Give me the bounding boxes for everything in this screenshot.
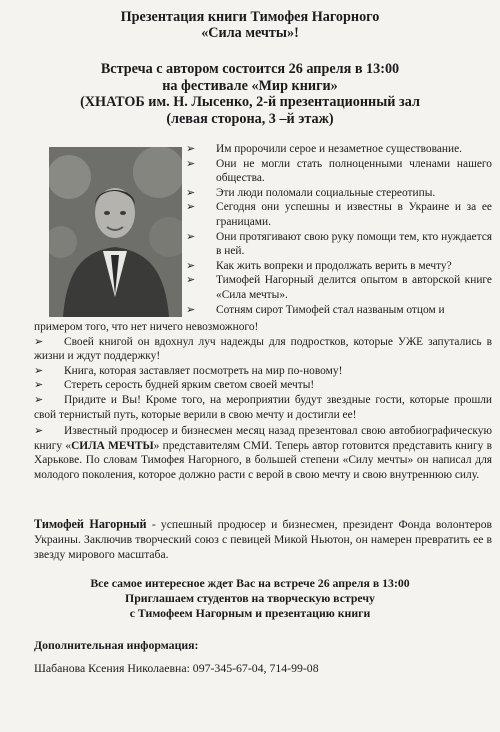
arrow-bullet-icon: ➢ [186,303,196,316]
side-bullet-list [186,142,492,317]
list-item [34,378,492,393]
bullet-text: Как жить вопреки и продолжать верить в мечту? [216,259,452,272]
invite-line-1: Все самое интересное ждет Вас на встрече 26 апреля в 13:00 [90,576,410,590]
bullet-text: Стереть серость будней ярким светом своей мечты! [64,379,315,392]
arrow-bullet-icon: ➢ [186,201,196,214]
list-item [186,186,492,201]
book-title-bold: СИЛА МЕЧТЫ [71,439,154,452]
list-item [34,393,492,422]
bullet-text: Они протягивают свою руку помощи тем, кто нуждается в ней. [216,230,492,258]
list-item [186,142,492,157]
arrow-bullet-icon: ➢ [186,157,196,170]
contact-line: Шабанова Ксения Николаевна: 097-345-67-04, 714-99-08 [34,661,319,675]
meeting-line-4: (левая сторона, 3 –й этаж) [166,111,334,127]
author-name: Тимофей Нагорный [34,517,147,531]
meeting-line-3: (ХНАТОБ им. Н. Лысенко, 2-й презентационный зал [80,94,420,110]
list-item [186,273,492,302]
arrow-bullet-icon: ➢ [186,274,196,287]
invite-line-3: с Тимофеем Нагорным и презентацию книги [129,606,371,620]
bullet-text: Своей книгой он вдохнул луч надежды для подростков, которые УЖЕ запутались в жизни и ждут поддержку! [34,335,492,363]
bullet-text: Известный продюсер и бизнесмен месяц назад презентовал свою автобиографическую книгу « [34,425,492,452]
list-item [34,320,492,335]
list-item [34,364,492,379]
bullet-text: Сегодня они успешны и известны в Украине и за ее границами. [216,201,492,228]
arrow-bullet-icon: ➢ [186,259,196,272]
meeting-line-1: Встреча с автором состоится 26 апреля в 13:00 [100,61,400,77]
extra-info-heading: Дополнительная информация: [34,638,199,652]
title-line-1: Презентация книги Тимофея Нагорного [120,9,380,25]
full-bullet-list [34,320,492,483]
list-item [186,303,492,318]
author-photo [49,147,182,317]
author-photo-illustration [49,147,182,317]
title-line-2: «Сила мечты»! [201,25,299,41]
list-item [186,230,492,259]
list-item [186,157,492,186]
bullet-text: Они не могли стать полноценными членами нашего общества. [216,157,492,185]
meeting-line-2: на фестивале «Мир книги» [162,78,338,94]
author-bio-text: - успешный продюсер и бизнесмен, президент Фонда волонтеров Украины. Заключив творческий союз с певицей Микой Ньютон, он намерен превратить ее в звезду мирового масштаба. [34,518,492,561]
list-item [34,424,492,482]
arrow-bullet-icon: ➢ [34,425,44,438]
arrow-bullet-icon: ➢ [34,335,44,348]
arrow-bullet-icon: ➢ [34,379,44,392]
arrow-bullet-icon: ➢ [186,186,196,199]
bullet-text: примером того, что нет ничего невозможного! [34,321,259,333]
invite-line-2: Приглашаем студентов на творческую встречу [125,591,375,605]
arrow-bullet-icon: ➢ [186,143,196,155]
arrow-bullet-icon: ➢ [186,230,196,243]
arrow-bullet-icon: ➢ [34,364,44,377]
list-item [34,335,492,364]
bullet-text: Сотням сирот Тимофей стал названым отцом и [216,303,445,316]
bullet-text: Им пророчили серое и незаметное существование. [216,143,462,155]
bullet-text: Тимофей Нагорный делится опытом в авторской книге «Сила мечты». [216,274,492,301]
bullet-text: Книга, которая заставляет посмотреть на мир по-новому! [64,364,343,377]
list-item [186,200,492,229]
bullet-text: » представителям СМИ. Теперь автор готовится представить книгу в Харькове. По словам Тимофея Нагорного, в большей степени «Силу мечты» он написал для молодого поколения, которое должно расти с верой в свою мечту и свою внутреннюю силу. [34,439,492,481]
arrow-bullet-icon: ➢ [34,393,44,406]
bullet-text: Придите и Вы! Кроме того, на мероприятии будут звездные гости, которые прошли свой тернистый путь, которые верили в свою мечту и достигли ее! [34,393,492,421]
author-bio [34,517,492,562]
bullet-text: Эти люди поломали социальные стереотипы. [216,186,436,199]
list-item [186,259,492,274]
